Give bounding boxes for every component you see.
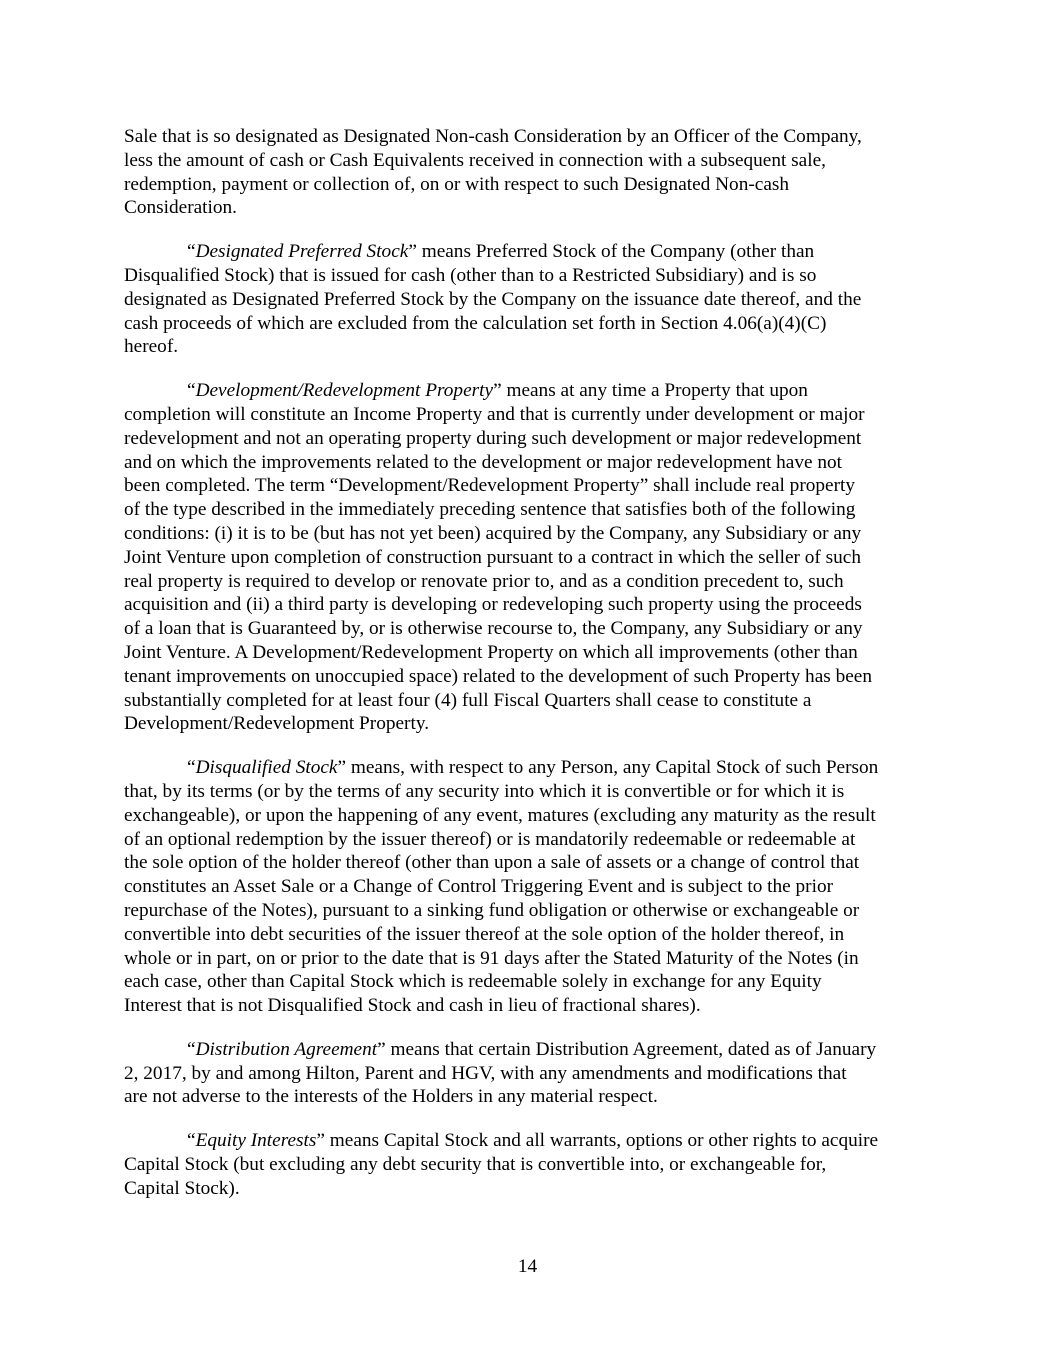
text-line: designated as Designated Preferred Stock by the Company on the issuance date thereof, and the	[124, 288, 862, 310]
open-quote: “	[187, 380, 196, 402]
text-line: acquisition and (ii) a third party is developing or redeveloping such property using the proceeds	[124, 594, 862, 616]
definition-text: ” means at any time a Property that upon	[493, 380, 808, 402]
text-line: redevelopment and not an operating property during such development or major redevelopment	[124, 427, 862, 449]
text-line: Interest that is not Disqualified Stock and cash in lieu of fractional shares).	[124, 995, 701, 1017]
text-line: of a loan that is Guaranteed by, or is otherwise recourse to, the Company, any Subsidiary or any	[124, 618, 863, 640]
text-line: of the type described in the immediately preceding sentence that satisfies both of the following	[124, 499, 856, 521]
text-line: conditions: (i) it is to be (but has not yet been) acquired by the Company, any Subsidiary or any	[124, 522, 862, 544]
text-line: tenant improvements on unoccupied space) related to the development of such Property has been	[124, 665, 872, 687]
text-line: Capital Stock).	[124, 1177, 240, 1199]
defined-term: Disqualified Stock	[195, 757, 338, 779]
defined-term: Designated Preferred Stock	[195, 241, 409, 263]
defined-term: Development/Redevelopment Property	[195, 380, 494, 402]
definition-first-line	[124, 379, 944, 403]
text-line: whole or in part, on or prior to the date that is 91 days after the Stated Maturity of the Notes (in	[124, 947, 859, 969]
text-line: been completed. The term “Development/Redevelopment Property” shall include real property	[124, 475, 856, 497]
definition-text: ” means, with respect to any Person, any Capital Stock of such Person	[337, 757, 879, 779]
text-line: and on which the improvements related to the development or major redevelopment have not	[124, 451, 843, 473]
open-quote: “	[187, 1130, 196, 1152]
text-line: hereof.	[124, 336, 179, 358]
open-quote: “	[187, 1038, 196, 1060]
definition-text: ” means Preferred Stock of the Company (other than	[408, 241, 815, 263]
text-line: exchangeable), or upon the happening of any event, matures (excluding any maturity as the result	[124, 804, 876, 826]
defined-term: Equity Interests	[195, 1130, 317, 1152]
text-line: Sale that is so designated as Designated Non-cash Consideration by an Officer of the Company,	[124, 126, 862, 147]
text-line: Development/Redevelopment Property.	[124, 713, 430, 735]
open-quote: “	[187, 757, 196, 779]
definition-paragraph	[124, 125, 944, 220]
text-line: Joint Venture. A Development/Redevelopment Property on which all improvements (other than	[124, 641, 858, 663]
text-line: substantially completed for at least four (4) full Fiscal Quarters shall cease to constitute a	[124, 689, 812, 711]
page-number: 14	[517, 1256, 538, 1277]
text-line: Consideration.	[124, 197, 237, 219]
text-line: repurchase of the Notes), pursuant to a sinking fund obligation or otherwise or exchangeable or	[124, 899, 860, 921]
text-line: real property is required to develop or renovate prior to, and as a condition precedent to, such	[124, 570, 844, 592]
text-line: Joint Venture upon completion of construction pursuant to a contract in which the seller of such	[124, 546, 861, 568]
text-line: less the amount of cash or Cash Equivalents received in connection with a subsequent sale,	[124, 149, 826, 171]
text-line: convertible into debt securities of the issuer thereof at the sole option of the holder thereof, in	[124, 923, 845, 945]
definition-paragraph	[124, 1129, 944, 1200]
definition-paragraph	[124, 379, 944, 736]
text-line: are not adverse to the interests of the Holders in any material respect.	[124, 1086, 658, 1108]
text-line: 2, 2017, by and among Hilton, Parent and HGV, with any amendments and modifications that	[124, 1062, 847, 1084]
text-line: constitutes an Asset Sale or a Change of Control Triggering Event and is subject to the prior	[124, 876, 834, 898]
text-line: that, by its terms (or by the terms of any security into which it is convertible or for which it is	[124, 780, 845, 802]
document-body	[124, 125, 944, 1221]
definition-first-line	[124, 240, 944, 264]
definition-paragraph	[124, 1038, 944, 1109]
definition-text: ” means Capital Stock and all warrants, options or other rights to acquire	[316, 1130, 879, 1152]
definition-paragraph	[124, 756, 944, 1018]
text-line: the sole option of the holder thereof (other than upon a sale of assets or a change of control that	[124, 852, 860, 874]
definition-first-line	[124, 756, 944, 780]
text-line: redemption, payment or collection of, on or with respect to such Designated Non-cash	[124, 173, 790, 195]
text-line: cash proceeds of which are excluded from the calculation set forth in Section 4.06(a)(4)(C)	[124, 312, 827, 334]
definition-first-line	[124, 1038, 944, 1062]
text-line: Disqualified Stock) that is issued for cash (other than to a Restricted Subsidiary) and is so	[124, 264, 817, 286]
text-line: each case, other than Capital Stock which is redeemable solely in exchange for any Equity	[124, 971, 822, 993]
text-line: Capital Stock (but excluding any debt security that is convertible into, or exchangeable for,	[124, 1154, 827, 1176]
open-quote: “	[187, 241, 196, 263]
defined-term: Distribution Agreement	[195, 1038, 378, 1060]
definition-text: ” means that certain Distribution Agreement, dated as of January	[377, 1038, 877, 1060]
definition-paragraph	[124, 240, 944, 359]
definition-first-line	[124, 1129, 944, 1153]
text-line: of an optional redemption by the issuer thereof) or is mandatorily redeemable or redeemable at	[124, 828, 856, 850]
text-line: completion will constitute an Income Property and that is currently under development or major	[124, 403, 865, 425]
